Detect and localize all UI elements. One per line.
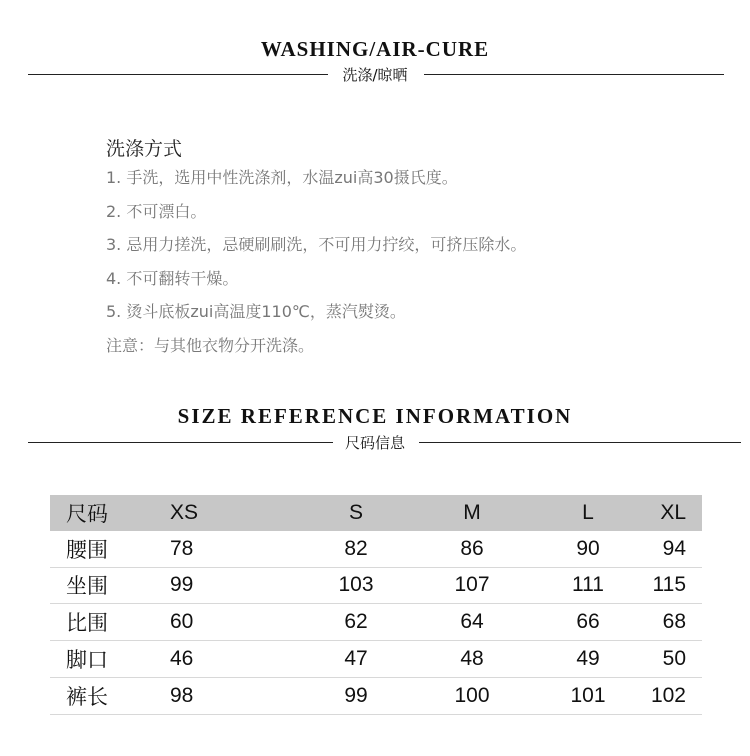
size-header-cell: 尺码 bbox=[50, 495, 164, 531]
table-cell: 82 bbox=[298, 531, 414, 567]
washing-instruction-item: 3. 忌用力搓洗，忌硬刷刷洗，不可用力拧绞，可挤压除水。 bbox=[106, 235, 527, 255]
table-cell: 60 bbox=[164, 604, 298, 641]
table-cell: 49 bbox=[530, 641, 646, 678]
size-title-cn: 尺码信息 bbox=[344, 434, 405, 452]
table-cell: 94 bbox=[646, 531, 702, 567]
washing-title-cn: 洗涤/晾晒 bbox=[342, 66, 408, 84]
size-table-header-row bbox=[50, 495, 702, 531]
size-header-cell: S bbox=[298, 495, 414, 531]
washing-instruction-item: 5. 烫斗底板zui高温度110℃，蒸汽熨烫。 bbox=[106, 302, 406, 322]
table-cell: 68 bbox=[646, 604, 702, 641]
row-label: 裤长 bbox=[50, 677, 164, 714]
table-cell: 111 bbox=[530, 567, 646, 604]
table-cell: 64 bbox=[414, 604, 530, 641]
table-cell: 48 bbox=[414, 641, 530, 678]
table-cell: 102 bbox=[646, 677, 702, 714]
table-cell: 62 bbox=[298, 604, 414, 641]
washing-instruction-item: 1. 手洗，选用中性洗涤剂，水温zui高30摄氏度。 bbox=[106, 168, 458, 187]
washing-instruction-item: 2. 不可漂白。 bbox=[106, 201, 207, 221]
row-label: 腰围 bbox=[50, 531, 164, 567]
washing-instructions-list bbox=[106, 166, 526, 368]
size-header-cell: L bbox=[530, 495, 646, 531]
table-cell: 101 bbox=[530, 677, 646, 714]
size-header-cell: XL bbox=[646, 495, 702, 531]
size-table bbox=[50, 495, 702, 715]
table-cell: 107 bbox=[414, 567, 530, 604]
washing-note: 注意：与其他衣物分开洗涤。 bbox=[106, 335, 315, 355]
table-row bbox=[50, 677, 702, 714]
table-cell: 78 bbox=[164, 531, 298, 567]
table-cell: 50 bbox=[646, 641, 702, 678]
row-label: 脚口 bbox=[50, 641, 164, 678]
table-cell: 66 bbox=[530, 604, 646, 641]
table-cell: 46 bbox=[164, 641, 298, 678]
table-row bbox=[50, 567, 702, 604]
table-cell: 90 bbox=[530, 531, 646, 567]
table-row bbox=[50, 604, 702, 641]
washing-method-heading: 洗涤方式 bbox=[106, 138, 183, 160]
table-cell: 86 bbox=[414, 531, 530, 567]
table-cell: 98 bbox=[164, 677, 298, 714]
row-label: 比围 bbox=[50, 604, 164, 641]
size-header-cell: M bbox=[414, 495, 530, 531]
washing-instruction-item: 4. 不可翻转干燥。 bbox=[106, 268, 239, 288]
table-cell: 99 bbox=[298, 677, 414, 714]
table-cell: 115 bbox=[646, 567, 702, 604]
table-cell: 100 bbox=[414, 677, 530, 714]
size-title-en: SIZE REFERENCE INFORMATION bbox=[177, 404, 573, 428]
washing-title-en: WASHING/AIR-CURE bbox=[260, 37, 490, 61]
table-cell: 103 bbox=[298, 567, 414, 604]
row-label: 坐围 bbox=[50, 567, 164, 604]
table-row bbox=[50, 531, 702, 567]
size-header-cell: XS bbox=[164, 495, 298, 531]
table-cell: 47 bbox=[298, 641, 414, 678]
table-row bbox=[50, 641, 702, 678]
table-cell: 99 bbox=[164, 567, 298, 604]
